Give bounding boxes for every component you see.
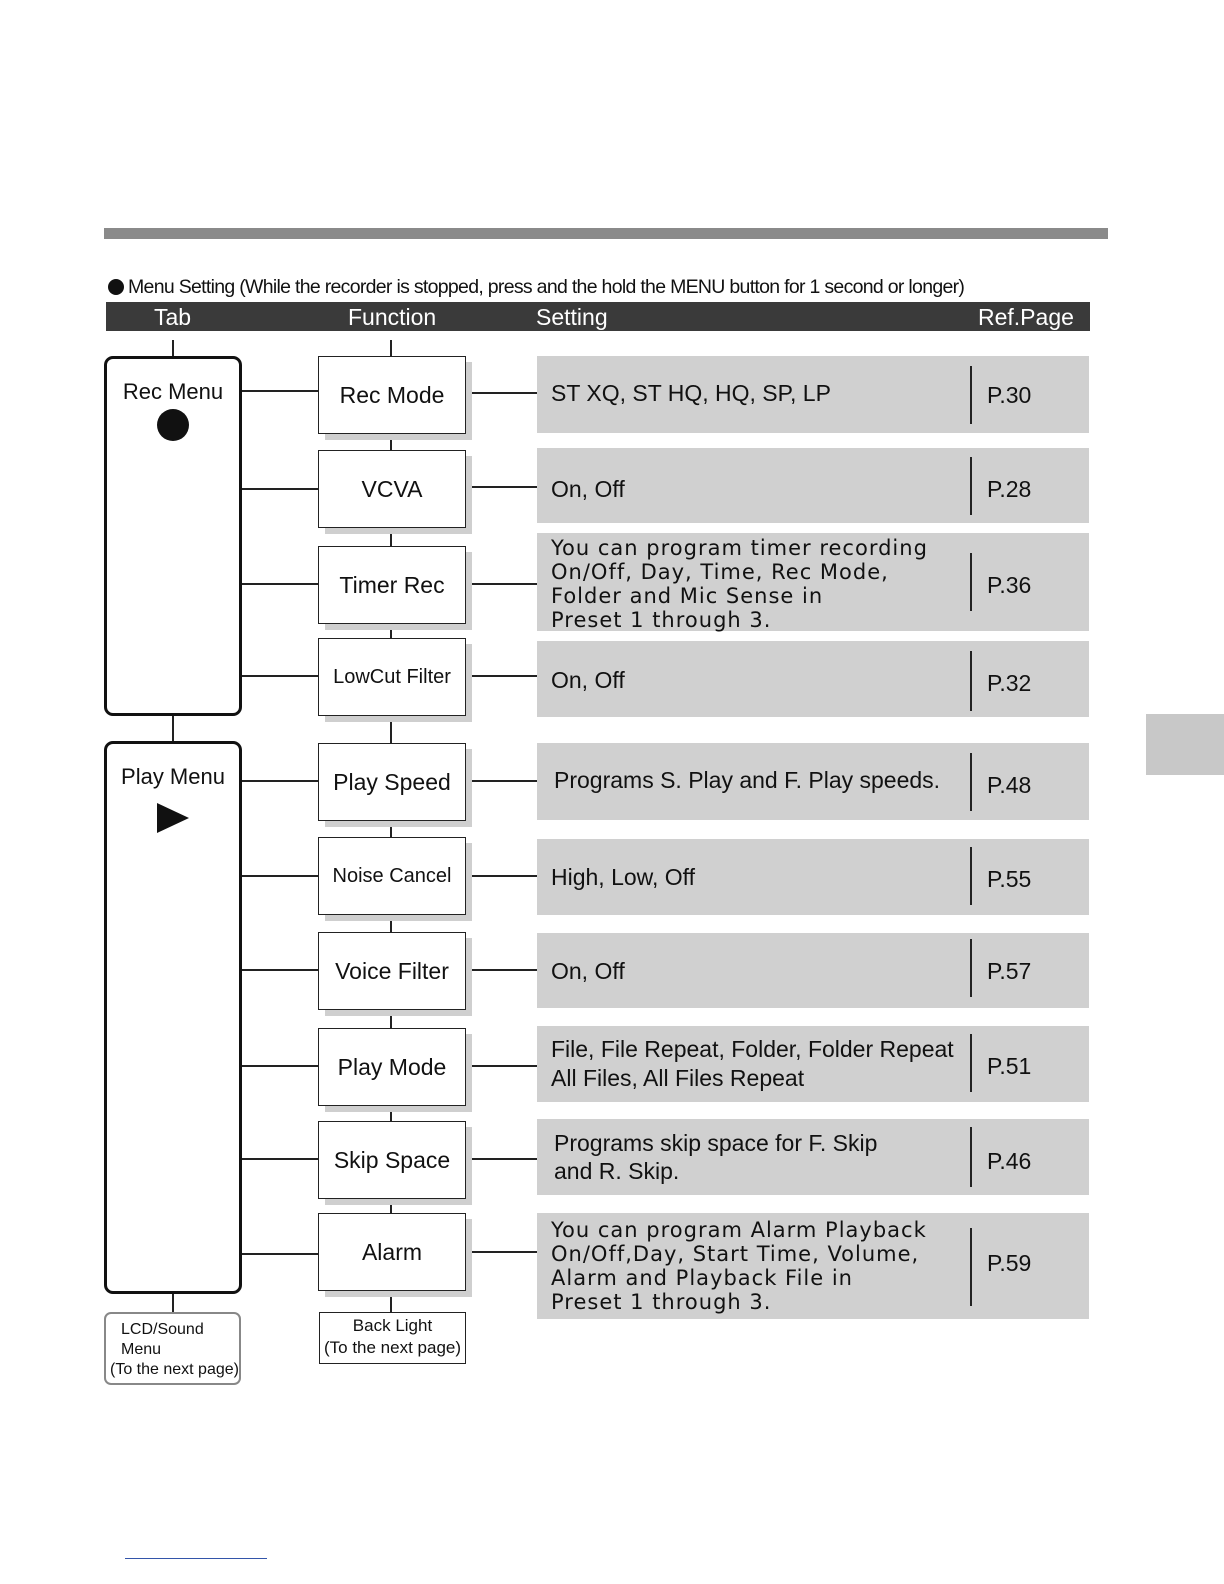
setting-skip-space bbox=[537, 1119, 1089, 1195]
divider bbox=[970, 366, 972, 424]
divider bbox=[970, 1228, 972, 1306]
connector bbox=[241, 875, 319, 877]
lcd-label-line2: Menu bbox=[121, 1341, 162, 1358]
setting-alarm bbox=[537, 1213, 1089, 1319]
connector bbox=[241, 1065, 319, 1067]
function-timer-rec bbox=[318, 546, 466, 624]
column-setting: Setting bbox=[536, 304, 608, 330]
connector bbox=[466, 486, 537, 488]
function-noise-cancel bbox=[318, 837, 466, 915]
connector bbox=[241, 488, 319, 490]
divider bbox=[970, 1034, 972, 1092]
divider bbox=[970, 753, 972, 811]
connector bbox=[172, 1292, 174, 1313]
connector bbox=[172, 340, 174, 357]
function-label: Voice Filter bbox=[318, 932, 466, 1010]
record-icon bbox=[157, 409, 189, 441]
ref-page: P.32 bbox=[987, 670, 1032, 696]
function-label: LowCut Filter bbox=[318, 638, 466, 716]
setting-text: All Files, All Files Repeat bbox=[551, 1065, 805, 1091]
divider bbox=[970, 1127, 972, 1187]
section-side-tab bbox=[1146, 714, 1224, 775]
function-skip-space bbox=[318, 1121, 466, 1199]
function-label: Alarm bbox=[318, 1213, 466, 1291]
function-rec-mode bbox=[318, 356, 466, 434]
setting-voice-filter bbox=[537, 933, 1089, 1008]
setting-text: Preset 1 through 3. bbox=[551, 608, 772, 632]
heading-text: Menu Setting (While the recorder is stopped, press and the hold the MENU button for 1 second or longer) bbox=[128, 276, 965, 298]
rec-menu-label: Rec Menu bbox=[122, 379, 224, 404]
ref-page: P.30 bbox=[987, 382, 1032, 408]
setting-text: Alarm and Playback File in bbox=[551, 1266, 853, 1290]
setting-text: and R. Skip. bbox=[554, 1158, 680, 1184]
function-lowcut-filter bbox=[318, 638, 466, 716]
footer-line bbox=[125, 1558, 267, 1559]
section-heading bbox=[108, 275, 964, 299]
function-play-mode bbox=[318, 1028, 466, 1106]
back-light-line2: (To the next page) bbox=[323, 1338, 462, 1357]
function-voice-filter bbox=[318, 932, 466, 1010]
function-label: Play Speed bbox=[318, 743, 466, 821]
setting-text: File, File Repeat, Folder, Folder Repeat bbox=[551, 1036, 954, 1062]
ref-page: P.59 bbox=[987, 1250, 1032, 1276]
ref-page: P.48 bbox=[987, 772, 1032, 798]
connector bbox=[241, 675, 319, 677]
connector bbox=[241, 1158, 319, 1160]
connector bbox=[466, 392, 537, 394]
bullet-icon bbox=[108, 279, 124, 295]
setting-lowcut-filter bbox=[537, 641, 1089, 717]
function-vcva bbox=[318, 450, 466, 528]
function-label: Noise Cancel bbox=[318, 837, 466, 915]
divider bbox=[970, 553, 972, 611]
function-label: Play Mode bbox=[318, 1028, 466, 1106]
connector bbox=[466, 583, 537, 585]
column-ref-page: Ref.Page bbox=[978, 304, 1074, 330]
connector bbox=[241, 390, 319, 392]
divider bbox=[970, 651, 972, 711]
column-header-bar bbox=[106, 302, 1090, 331]
setting-text: Preset 1 through 3. bbox=[551, 1290, 772, 1314]
ref-page: P.55 bbox=[987, 866, 1032, 892]
rec-menu-tab bbox=[104, 356, 242, 716]
connector bbox=[241, 780, 319, 782]
connector bbox=[172, 714, 174, 742]
column-function: Function bbox=[348, 304, 437, 330]
setting-text: High, Low, Off bbox=[551, 864, 696, 890]
setting-text: On/Off,Day, Start Time, Volume, bbox=[551, 1242, 920, 1266]
top-rule bbox=[104, 228, 1108, 239]
setting-timer-rec bbox=[537, 533, 1089, 631]
setting-text: On, Off bbox=[551, 476, 625, 502]
back-light-box bbox=[319, 1312, 466, 1364]
function-play-speed bbox=[318, 743, 466, 821]
back-light-line1: Back Light bbox=[352, 1316, 433, 1335]
play-menu-tab bbox=[104, 741, 242, 1294]
connector bbox=[466, 780, 537, 782]
ref-page: P.46 bbox=[987, 1148, 1032, 1174]
function-label: Timer Rec bbox=[318, 546, 466, 624]
setting-vcva bbox=[537, 448, 1089, 523]
setting-text: Folder and Mic Sense in bbox=[551, 584, 824, 608]
connector bbox=[241, 1253, 319, 1255]
setting-text: On/Off, Day, Time, Rec Mode, bbox=[551, 560, 889, 584]
play-icon bbox=[157, 803, 189, 833]
setting-text: You can program Alarm Playback bbox=[551, 1218, 927, 1242]
connector bbox=[466, 1251, 537, 1253]
setting-play-mode bbox=[537, 1026, 1089, 1102]
connector bbox=[466, 875, 537, 877]
setting-play-speed bbox=[537, 743, 1089, 820]
function-label: Rec Mode bbox=[318, 356, 466, 434]
connector bbox=[241, 583, 319, 585]
setting-text: ST XQ, ST HQ, HQ, SP, LP bbox=[551, 380, 831, 406]
lcd-label-line1: LCD/Sound bbox=[121, 1321, 204, 1338]
connector bbox=[241, 969, 319, 971]
setting-noise-cancel bbox=[537, 839, 1089, 915]
setting-text: On, Off bbox=[551, 667, 625, 693]
function-alarm bbox=[318, 1213, 466, 1291]
setting-rec-mode bbox=[537, 356, 1089, 433]
lcd-sound-menu-tab bbox=[104, 1312, 241, 1385]
connector bbox=[390, 340, 392, 357]
divider bbox=[970, 847, 972, 905]
ref-page: P.51 bbox=[987, 1053, 1032, 1079]
setting-text: You can program timer recording bbox=[551, 536, 928, 560]
divider bbox=[970, 939, 972, 997]
function-label: Skip Space bbox=[318, 1121, 466, 1199]
ref-page: P.57 bbox=[987, 958, 1032, 984]
setting-text: Programs skip space for F. Skip bbox=[554, 1130, 878, 1156]
connector bbox=[466, 1065, 537, 1067]
ref-page: P.28 bbox=[987, 476, 1032, 502]
setting-text: Programs S. Play and F. Play speeds. bbox=[554, 767, 941, 793]
ref-page: P.36 bbox=[987, 572, 1032, 598]
connector bbox=[466, 1158, 537, 1160]
lcd-label-line3: (To the next page) bbox=[110, 1361, 239, 1378]
column-tab: Tab bbox=[154, 304, 192, 330]
connector bbox=[466, 675, 537, 677]
play-menu-label: Play Menu bbox=[121, 764, 225, 789]
setting-text: On, Off bbox=[551, 958, 625, 984]
divider bbox=[970, 457, 972, 515]
connector bbox=[466, 969, 537, 971]
function-label: VCVA bbox=[318, 450, 466, 528]
